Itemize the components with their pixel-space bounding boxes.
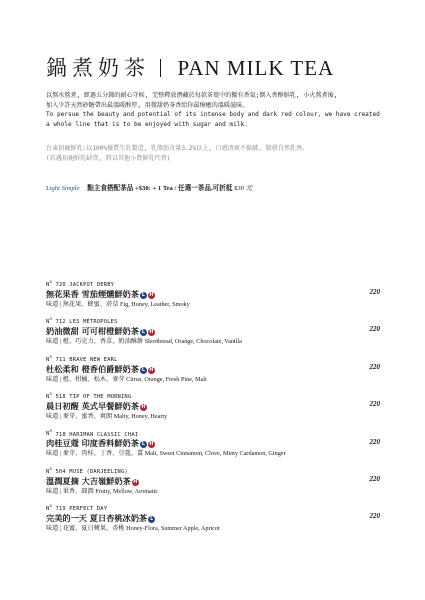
- blue-badge-icon: L: [150, 517, 154, 523]
- milk-note-line-1: 台東初鹿鮮乳:以100%優質生乳製造, 乳脂肪含量3.2%以上, 口感清爽不黏膩, 散發自然乳香。: [46, 145, 309, 152]
- menu-item-name: 肉桂豆蔻 印度香料鮮奶茶: [46, 438, 139, 449]
- menu-item-price: 220: [369, 474, 380, 483]
- menu-item: [46, 428, 380, 465]
- blue-badge-icon: L: [141, 292, 145, 298]
- menu-item: [46, 465, 380, 502]
- title-chinese: 鍋煮奶茶: [46, 56, 150, 80]
- number-symbol: $N^o$: [46, 279, 53, 288]
- menu-item-price: 220: [369, 512, 380, 521]
- menu-item-name: 完美的一天 夏日杏桃冰奶茶: [46, 513, 148, 524]
- menu-item-price: 220: [369, 437, 380, 446]
- title-divider: [160, 59, 161, 77]
- intro-cn-line-2: 加入少許天然砂糖帶出最溫暖醇厚, 用微甜奶茶香給你最療癒的溫暖滋味。: [46, 101, 249, 109]
- promo-text: 點主食搭配茶品 +$30: + 1 Tea / 任選一茶品,可折抵: [87, 185, 233, 192]
- menu-item-code-text: 711 BRAVE NEW EARL: [55, 356, 118, 363]
- intro-cn-line-1: 以熬水熬煮, 經過五分鐘的耐心守候, 完整釋放潛藏於每款茶葉中的獨有香氣;倒入香醇鮮乳, 小火熬煮後,: [46, 92, 338, 99]
- menu-item-code-text: 504 MUSE (DARJEELING): [55, 468, 128, 475]
- title-english: PAN MILK TEA: [177, 56, 335, 80]
- menu-item-code: [46, 278, 380, 289]
- number-symbol: $N^o$: [46, 353, 53, 363]
- menu-item-name-row: [46, 326, 380, 337]
- intro-en-line-1: To persue the beauty and potential of its intense body and dark red colour, we have created: [46, 111, 380, 119]
- red-badge-icon: H: [133, 479, 138, 485]
- menu-item-name-row: [46, 289, 380, 300]
- menu-item-price: 220: [369, 362, 380, 371]
- menu-item-name-row: [46, 513, 380, 524]
- number-symbol: $N^o$: [46, 503, 53, 513]
- menu-item-price: 220: [369, 325, 380, 334]
- menu-item: [46, 353, 380, 390]
- menu-item-code-text: 518 TIP OF THE MORNING: [55, 393, 132, 400]
- menu-item-code-text: 719 PERFECT DAY: [55, 506, 108, 513]
- menu-item-flavor: 味道 | 麥芽、蜜香、爽朗 Malty, Honey, Hearty: [46, 412, 168, 420]
- red-badge-icon: H: [149, 292, 154, 298]
- blue-badge-icon: L: [141, 442, 145, 448]
- menu-item-flavor: 味道 | 麥芽、肉桂、丁香、豆蔻、薑 Malt, Sweet Cinnamon, Clove, Minty Cardamon, Ginger: [46, 450, 286, 458]
- promo-label: Light Simple: [46, 185, 80, 192]
- menu-item-name-row: [46, 364, 380, 375]
- menu-item-code: [46, 390, 380, 401]
- menu-item: [46, 390, 380, 427]
- menu-item-code-text: 720 JACKPOT DERBY: [55, 281, 115, 288]
- promo-tail: $30 元: [234, 185, 253, 192]
- menu-item: [46, 278, 380, 315]
- menu-item-code: [46, 465, 380, 476]
- menu-item-name-row: [46, 401, 380, 412]
- blue-badge-icon: L: [141, 330, 145, 336]
- menu-item-code: [46, 315, 380, 326]
- menu-item-flavor: 味道 | 果香、圓潤 Fruity, Mellow, Aromatic: [46, 487, 158, 495]
- red-badge-icon: H: [149, 330, 154, 336]
- number-symbol: $N^o$: [46, 428, 53, 438]
- red-badge-icon: H: [141, 404, 146, 410]
- menu-item-flavor: 味道 | 橙、巧克力、香草、奶油酥餅 Shortbread, Orange, Chocolate, Vanilla: [46, 338, 242, 346]
- page-title: [46, 52, 334, 82]
- intro-paragraph: [46, 91, 401, 129]
- menu-item-code: [46, 353, 380, 364]
- menu-item: [46, 315, 380, 352]
- menu-item-flavor: 味道 | 花蜜、夏日蘋果、杏桃 Honey-Flora, Summer Apple, Apricot: [46, 525, 220, 533]
- menu-item-name: 奶油微甜 可可柑橙鮮奶茶: [46, 326, 139, 337]
- menu-item-flavor: 味道 | 橙、柑橘、松木、麥芽 Citrus, Orange, Fresh Pine, Malt: [46, 375, 207, 383]
- menu-item-code: [46, 428, 380, 439]
- intro-en-line-2: a whole line that is to be enjoyed with sugar and milk.: [46, 120, 248, 128]
- menu-item-name: 杜松柔和 橙香伯爵鮮奶茶: [46, 363, 139, 374]
- menu-item-code: [46, 502, 380, 513]
- menu-item-name: 晨日初醒 英式早餐鮮奶茶: [46, 400, 139, 411]
- light-simple-promo: [46, 182, 252, 192]
- menu-item-name: 無花果香 雪茄煙燻鮮奶茶: [46, 288, 139, 299]
- blue-badge-icon: L: [141, 367, 145, 373]
- menu-item: [46, 502, 380, 539]
- menu-item-name-row: [46, 476, 380, 487]
- tea-menu-list: [46, 278, 380, 540]
- menu-item-name-row: [46, 438, 380, 449]
- menu-item-flavor: 味道 | 無花果、蜂蜜、菸草 Fig, Honey, Leather, Smoky: [46, 300, 190, 308]
- milk-note: [46, 144, 401, 163]
- menu-item-code-text: 718 HARIMAN CLASSIC CHAI: [55, 431, 139, 438]
- red-badge-icon: H: [149, 442, 154, 448]
- menu-item-code-text: 712 LES MÉTROPOLES: [55, 319, 118, 326]
- menu-item-name: 溫潤夏摘 大吉嶺鮮奶茶: [46, 475, 131, 486]
- menu-item-price: 220: [369, 288, 380, 296]
- number-symbol: $N^o$: [46, 316, 53, 326]
- milk-note-line-2: (若遇初鹿鮮乳缺貨, 將以其他小農鮮乳代替): [46, 154, 171, 162]
- red-badge-icon: H: [149, 367, 154, 373]
- number-symbol: $N^o$: [46, 391, 53, 400]
- number-symbol: $N^o$: [46, 465, 53, 475]
- menu-item-price: 220: [369, 400, 380, 409]
